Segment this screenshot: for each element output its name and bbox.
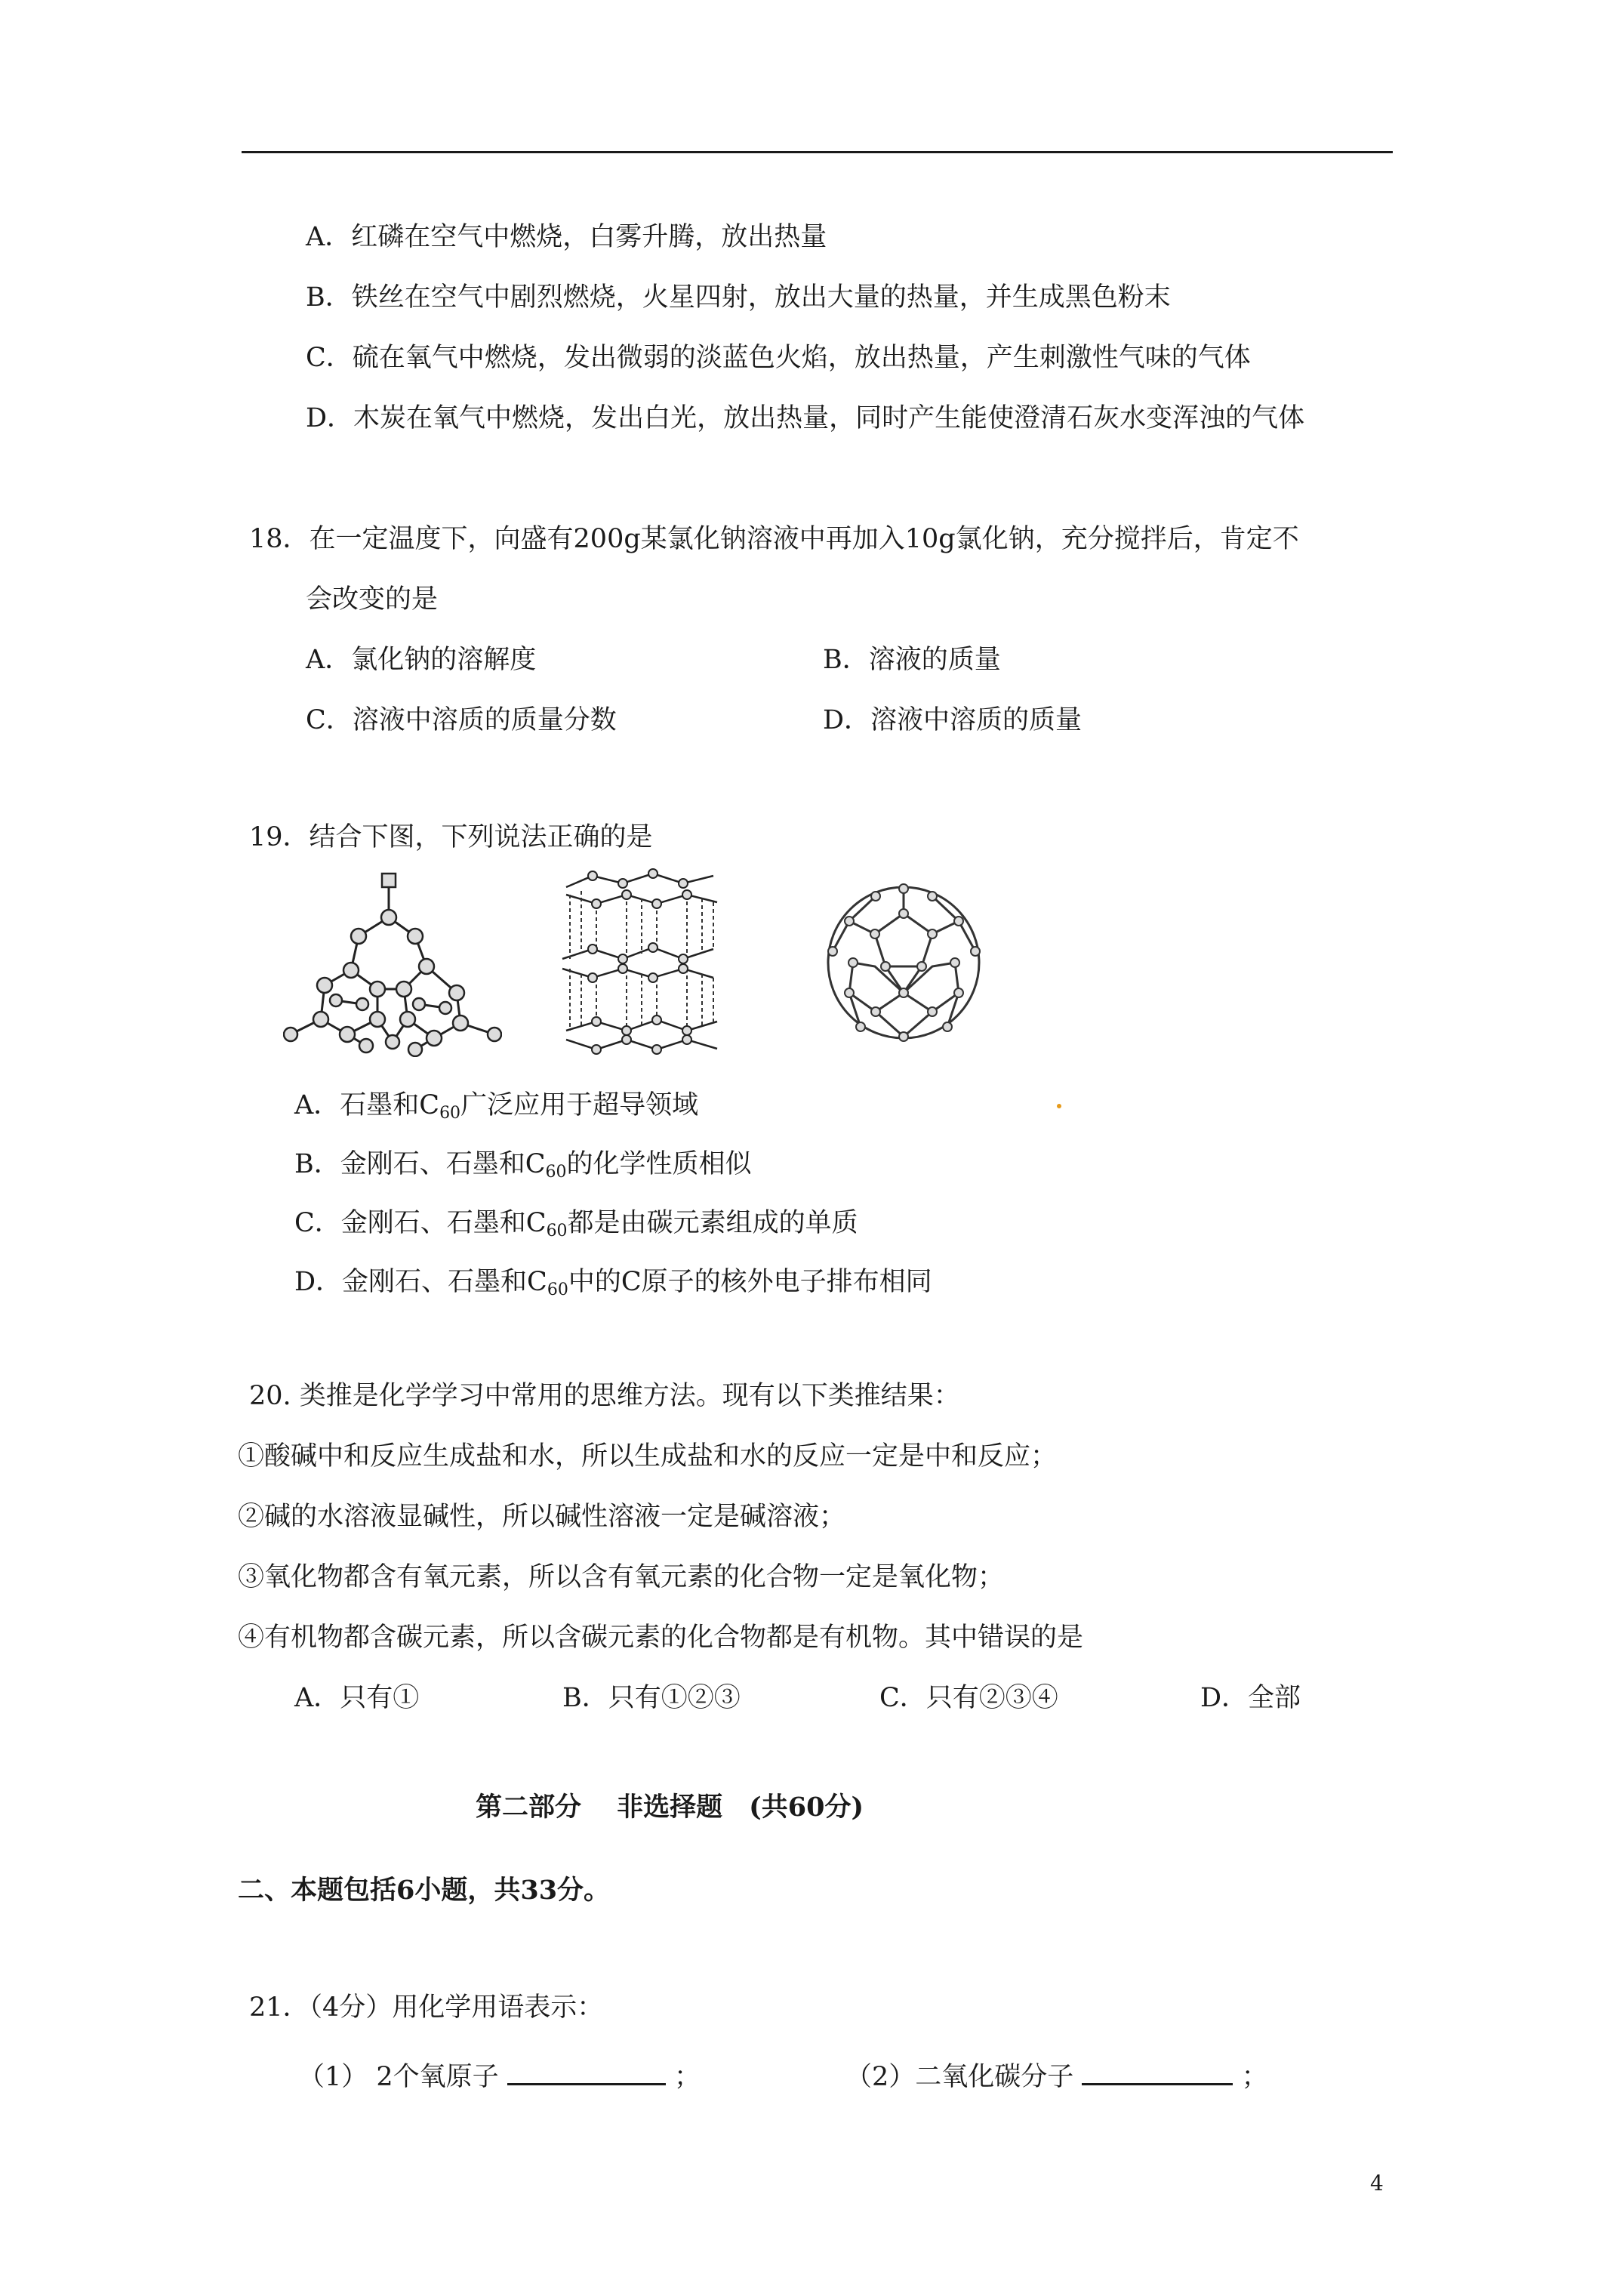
diamond-structure-figure (283, 864, 502, 1057)
q20-item-3: ③氧化物都含有氧元素，所以含有氧元素的化合物一定是氧化物； (238, 1562, 1005, 1592)
stray-dot (1057, 1104, 1061, 1108)
q20-item-4: ④有机物都含碳元素，所以含碳元素的化合物都是有机物。其中错误的是 (238, 1623, 1084, 1653)
q18-option-d: D．溶液中溶质的质量 (823, 705, 1083, 735)
q18-option-c: C．溶液中溶质的质量分数 (306, 705, 617, 735)
q20-item-2: ②碱的水溶液显碱性，所以碱性溶液一定是碱溶液； (238, 1502, 846, 1532)
q19-option-c: C．金刚石、石墨和$C_{60}$都是由碳元素组成的单质 (294, 1208, 858, 1240)
q17-option-b: B．铁丝在空气中剧烈燃烧，火星四射，放出大量的热量，并生成黑色粉末 (306, 282, 1171, 313)
header-rule (242, 151, 1393, 153)
q20-item-1: ①酸碱中和反应生成盐和水，所以生成盐和水的反应一定是中和反应； (238, 1441, 1058, 1472)
q19-stem: 19．结合下图，下列说法正确的是 (249, 822, 653, 852)
q21-item-1: （1） 2个氧原子 ； (298, 2057, 701, 2095)
q20-stem: 20. 类推是化学学习中常用的思维方法。现有以下类推结果： (249, 1381, 960, 1411)
part2-title: 第二部分 非选择题 (共60分) (476, 1792, 864, 1823)
q19-option-b: B．金刚石、石墨和$C_{60}$的化学性质相似 (294, 1149, 752, 1182)
q21-item-2: （2）二氧化碳分子 ； (845, 2057, 1268, 2095)
q20-option-d: D．全部 (1200, 1683, 1301, 1713)
q20-option-c: C．只有②③④ (879, 1683, 1058, 1713)
q21-answer-blank-1[interactable] (507, 2057, 666, 2085)
q18-option-b: B．溶液的质量 (823, 645, 1001, 675)
q18-stem-line1: 18．在一定温度下，向盛有200g某氯化钠溶液中再加入10g氯化钠，充分搅拌后，肯定不 (249, 524, 1299, 554)
q20-option-a: A．只有① (294, 1683, 420, 1713)
c60-structure-figure (819, 880, 989, 1046)
q21-answer-blank-2[interactable] (1082, 2057, 1233, 2085)
q18-option-a: A．氯化钠的溶解度 (306, 645, 537, 675)
section2-header: 二、本题包括6小题，共33分。 (238, 1875, 611, 1906)
q19-option-a: A．石墨和$C_{60}$广泛应用于超导领域 (294, 1090, 699, 1123)
q17-option-c: C．硫在氧气中燃烧，发出微弱的淡蓝色火焰，放出热量，产生刺激性气味的气体 (306, 343, 1251, 373)
q17-option-d: D．木炭在氧气中燃烧，发出白光，放出热量，同时产生能使澄清石灰水变浑浊的气体 (306, 403, 1305, 433)
graphite-structure-figure (555, 864, 732, 1057)
q21-stem: 21．（4分）用化学用语表示： (249, 1992, 604, 2023)
q18-stem-line2: 会改变的是 (306, 584, 439, 615)
page-number: 4 (1370, 2171, 1384, 2196)
q20-option-b: B．只有①②③ (562, 1683, 741, 1713)
q17-option-a: A．红磷在空气中燃烧，白雾升腾，放出热量 (306, 222, 827, 252)
q19-option-d: D．金刚石、石墨和$C_{60}$中的C原子的核外电子排布相同 (294, 1267, 932, 1299)
